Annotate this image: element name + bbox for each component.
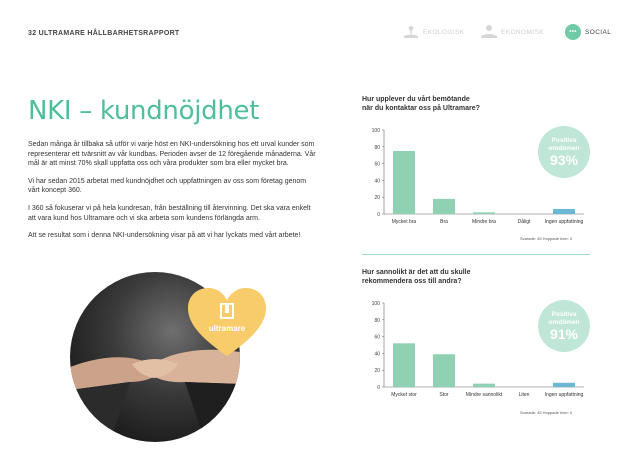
paragraph: Vi har sedan 2015 arbetat med kundnöjdhet och uppfattningen av oss som företag genom vårt koncept 360. (28, 177, 307, 195)
bar (553, 209, 575, 214)
chart-question-line: rekommendera oss till andra? (362, 278, 462, 285)
y-tick-label: 80 (374, 317, 380, 324)
chart-question-line: när du kontaktar oss på Ultramare? (362, 105, 480, 112)
y-tick-label: 40 (374, 351, 380, 358)
paragraph: Att se resultat som i denna NKI-undersökning visar på att vi har lyckats med vårt arbete! (28, 232, 301, 240)
badge-label (538, 137, 590, 152)
bar (393, 343, 415, 387)
bar (473, 384, 495, 387)
nav-ekologisk[interactable] (402, 24, 465, 40)
x-tick-label: Ingen uppfattning (544, 392, 584, 398)
chart-1 (362, 95, 590, 113)
paragraph: I 360 så fokuserar vi på hela kundresan, från beställning till återvinning. Det ska vara enkelt att vara kund hos Ultramare och vi ska arbeta som kundens förlängda arm. (28, 204, 311, 222)
x-tick-label: Liten (518, 392, 530, 398)
nav-social-label: SOCIAL (585, 28, 612, 36)
chart-question-line: Hur sannolikt är det att du skulle (362, 269, 471, 276)
x-tick-label: Mindre bra (472, 219, 496, 225)
logo-text: ultramare (208, 324, 246, 333)
bar (433, 199, 455, 214)
x-tick-label: Dåligt (517, 219, 531, 225)
badge-value: 91% (549, 326, 579, 342)
y-tick-label: 100 (371, 301, 380, 307)
badge-value: 93% (549, 152, 579, 168)
chart-footnote: Svarade: 45 Hoppade över: 0 (520, 410, 573, 415)
y-tick-label: 100 (371, 128, 380, 134)
body-text (28, 140, 318, 249)
bar (553, 383, 575, 387)
badge-label-line: Positiva (551, 311, 577, 318)
chart-footnote: Svarade: 45 Hoppade över: 0 (520, 236, 573, 241)
plant-hand-icon (402, 24, 420, 40)
nav-ekologisk-label: EKOLOGISK (423, 28, 465, 36)
chart-question (362, 268, 590, 286)
x-tick-label: Mycket stor (391, 392, 417, 398)
page-label: 32 ULTRAMARE HÅLLBARHETSRAPPORT (28, 30, 180, 37)
y-tick-label: 40 (374, 178, 380, 185)
heart-logo-icon (188, 288, 266, 358)
page-header (0, 0, 640, 60)
y-tick-label: 60 (374, 334, 380, 341)
y-tick-label: 20 (374, 368, 380, 375)
x-tick-label: Stor (439, 392, 449, 398)
y-tick-label: 0 (377, 212, 380, 218)
badge-label (538, 311, 590, 326)
money-hand-icon (480, 24, 498, 40)
positive-badge (538, 126, 590, 178)
nav-ekonomisk[interactable] (480, 24, 544, 40)
x-tick-label: Mindre sannolikt (465, 392, 503, 398)
badge-label-line: Positiva (551, 137, 577, 144)
bar (433, 354, 455, 387)
bar (473, 212, 495, 214)
divider (362, 254, 590, 255)
y-tick-label: 80 (374, 144, 380, 151)
chart-question (362, 95, 590, 113)
y-tick-label: 60 (374, 161, 380, 168)
nav-ekonomisk-label: EKONOMISK (501, 28, 544, 36)
badge-label-line: omdömen (548, 144, 580, 152)
x-tick-label: Bra (440, 219, 448, 225)
positive-badge (538, 300, 590, 352)
x-tick-label: Ingen uppfattning (544, 219, 584, 225)
x-tick-label: Mycket bra (391, 219, 417, 225)
y-tick-label: 0 (377, 385, 380, 391)
chart-2 (362, 268, 590, 286)
badge-label-line: omdömen (548, 318, 580, 326)
people-circle-icon: ••• (565, 24, 581, 40)
page-title: NKI – kundnöjdhet (28, 96, 260, 126)
paragraph: Sedan många år tillbaka så utför vi varje höst en NKI-undersökning hos ett urval kunder som representerar ett tvärsnitt av vår kundbas. Perioden avser de 12 föregående månaderna. Vår mål är att minst 70% skall uppfatta oss och våra produkter som bra eller mycket bra. (28, 141, 316, 168)
nav-social[interactable] (565, 24, 611, 40)
chart-question-line: Hur upplever du vårt bemötande (362, 96, 470, 103)
bar (393, 151, 415, 214)
y-tick-label: 20 (374, 195, 380, 202)
